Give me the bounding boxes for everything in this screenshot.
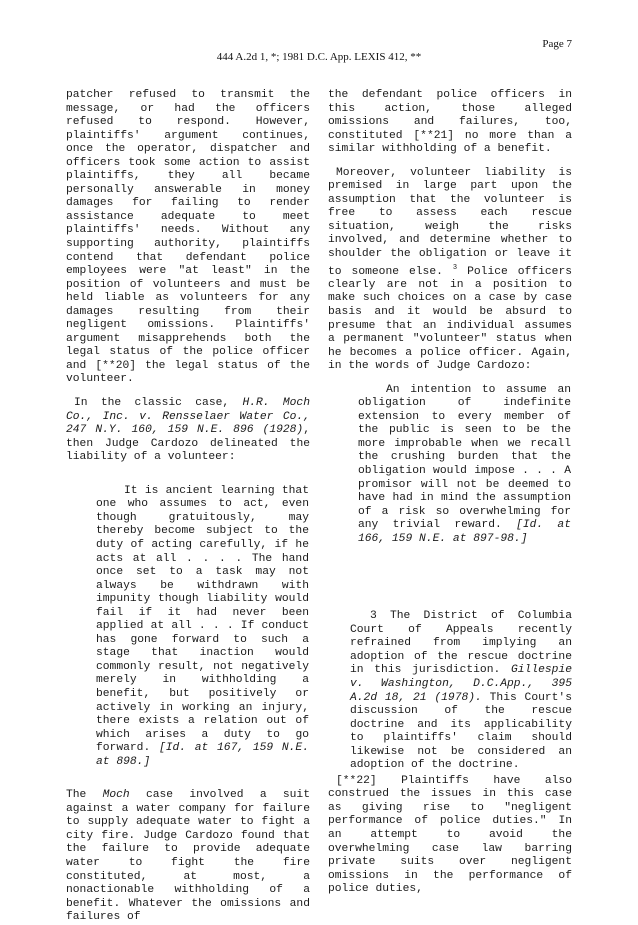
text-span: case involved a suit against a water company for failure to supply adequate water to fight a city fire. Judge Cardozo found that the failure to provide adequate water to fight the fire constituted, at most, a nonactionable withholding of a benefit. Whatever the omissions and failures of	[66, 789, 310, 924]
footnote-citation: Gillespie v. Washington, D.C.App., 395 A.2d 18, 21 (1978).	[350, 664, 572, 704]
quote-citation: [Id. at 166, 159 N.E. at 897-98.]	[358, 519, 571, 545]
running-header-citation: 444 A.2d 1, *; 1981 D.C. App. LEXIS 412, **	[216, 51, 422, 63]
block-quote	[358, 384, 571, 547]
paragraph: patcher refused to transmit the message, or had the officers refused to respond. However, plaintiffs' argument continues, once the operator, dispatcher and officers took some action to assist plaintiffs, they all became personally answerable in money damages for failing to render assistance adequate to meet plaintiffs' needs. Without any supporting authority, plaintiffs contend that defendant police employees were "at least" in the position of volunteers and must be held liable as volunteers for any damages resulting from their negligent omissions. Plaintiffs' argument misapprehends both the legal status of the police officer and [**20] the legal status of the volunteer.	[66, 89, 310, 386]
text-span: The	[66, 789, 103, 802]
paragraph	[66, 397, 310, 465]
paragraph: [**22] Plaintiffs have also construed the issues in this case as giving rise to "negligent performance of police duties." In an attempt to avoid the overwhelming case law barring private suits over negligent omissions in the performance of police duties,	[328, 774, 572, 896]
text-span: Moreover, volunteer liability is premised in large part upon the assumption that the volunteer is free to assess each rescue situation, weigh the risks involved, and determine whether to shoulder the obligation or leave it to someone else.	[328, 166, 572, 278]
quote-text: It is ancient learning that one who assumes to act, even though gratuitously, may thereby become subject to the duty of acting carefully, if he acts at all . . . . The hand once set to a task may not always be withdrawn with impunity though liability would fail if it had never been applied at all . . . If conduct has gone forward to such a stage that inaction would commonly result, not negatively merely in withholding a benefit, but positively or actively in working an injury, there exists a relation out of which arises a duty to go forward.	[96, 484, 309, 755]
block-quote	[96, 485, 309, 769]
paragraph	[66, 789, 310, 924]
footnote-text: 3 The District of Columbia Court of Appeals recently refrained from implying an adoption of the rescue doctrine in this jurisdiction.	[350, 610, 572, 677]
case-citation: H.R. Moch Co., Inc. v. Rensselaer Water Co., 247 N.Y. 160, 159 N.E. 896 (1928)	[66, 397, 310, 437]
footnote-text: This Court's discussion of the rescue doctrine and its applicability to plaintiffs' claim should likewise not be considered an adoption of the doctrine.	[350, 691, 572, 772]
quote-citation: [Id. at 167, 159 N.E. at 898.]	[96, 742, 309, 768]
quote-text: An intention to assume an obligation of indefinite extension to every member of the public is seen to be the more improbable when we recall the crushing burden that the obligation would impose . . . A promisor will not be deemed to have had in mind the assumption of a risk so overwhelming for any trivial reward.	[358, 383, 571, 532]
paragraph: the defendant police officers in this action, those alleged omissions and failures, too, constituted [**21] no more than a similar withholding of a benefit.	[328, 89, 572, 156]
text-span: Police officers clearly are not in a position to make such choices on a case by case basis and it would be absurd to presume that an individual assumes a permanent "volunteer" status when he becomes a police officer. Again, in the words of Judge Cardozo:	[328, 265, 573, 373]
footnote	[350, 610, 572, 773]
paragraph	[328, 167, 572, 374]
case-name: Moch	[102, 789, 130, 802]
footnote-marker[interactable]: 3	[452, 263, 458, 272]
right-column	[328, 89, 572, 897]
left-column	[66, 89, 310, 925]
page-number: Page 7	[542, 38, 572, 50]
text-span: In the classic case,	[74, 397, 243, 410]
text-span: , then Judge Cardozo delineated the liability of a volunteer:	[66, 424, 310, 464]
